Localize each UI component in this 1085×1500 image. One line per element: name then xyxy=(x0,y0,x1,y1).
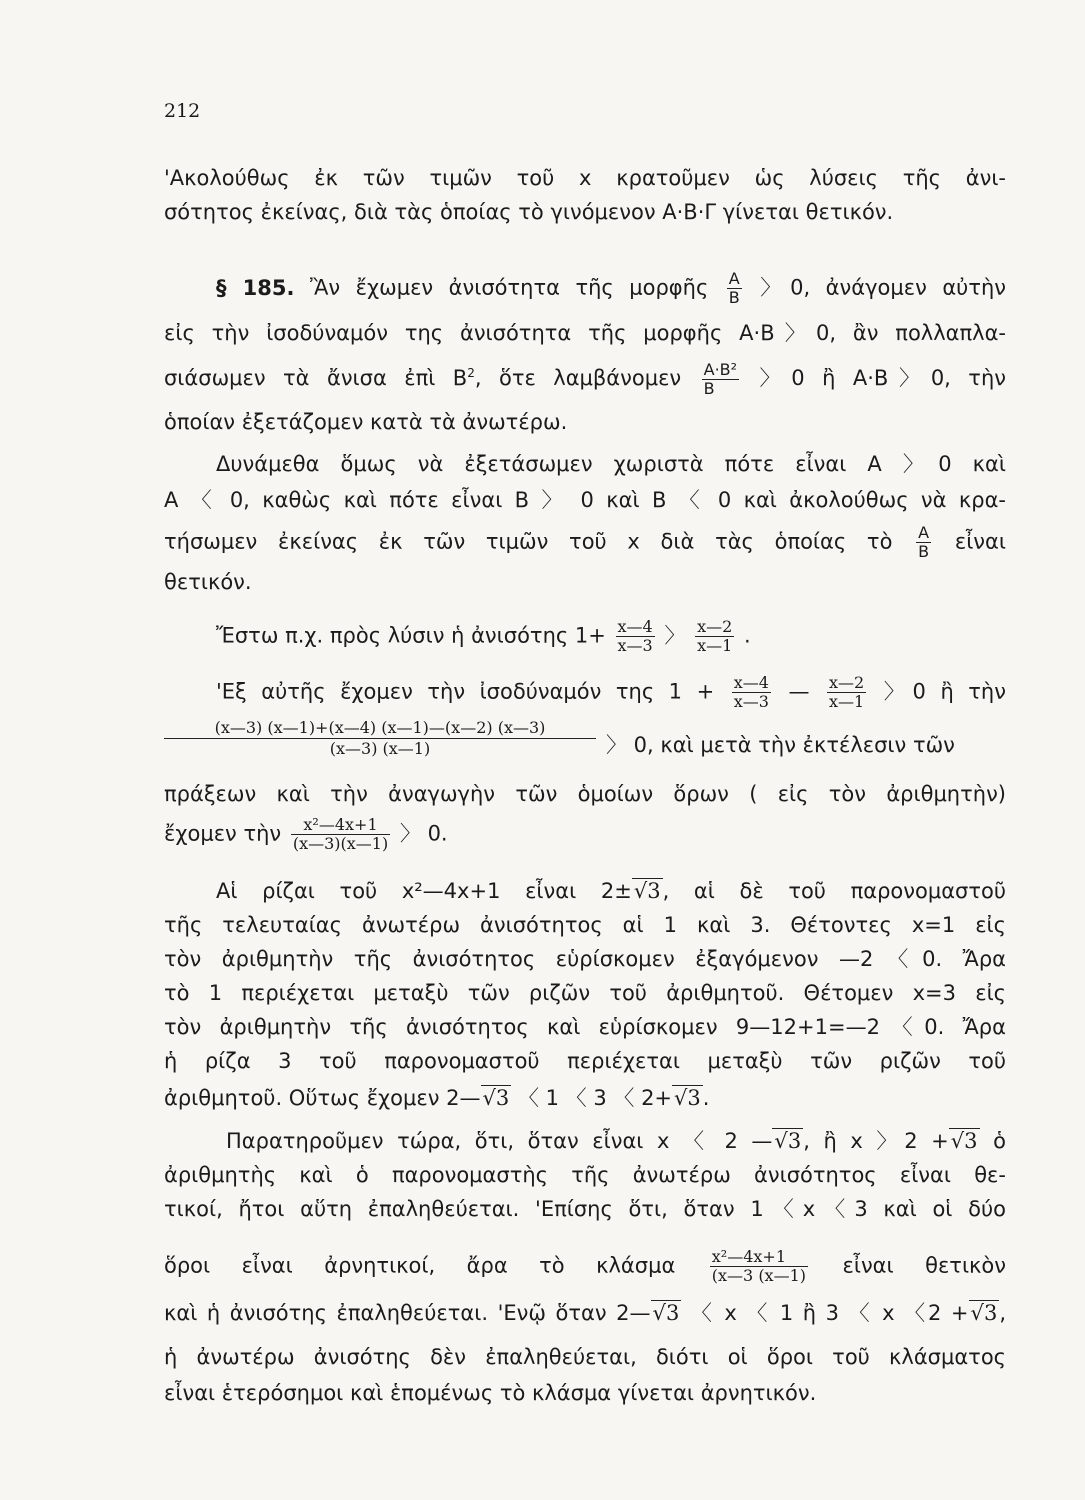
text-fragment: εἶναι xyxy=(954,529,1006,554)
denominator: (x—3 (x—1) xyxy=(711,1266,806,1285)
numerator: x—2 xyxy=(828,673,865,692)
text-fragment: σιάσωμεν τὰ ἄνισα ἐπὶ $B^2$, ὅτε λαμβάνομεν xyxy=(164,366,682,390)
text-fragment: , ἢ x 〉2 + xyxy=(803,1129,949,1153)
inequality-sign: 〉 xyxy=(664,623,686,648)
text-fragment: 〉 0. xyxy=(399,821,448,846)
denominator: x—3 xyxy=(733,692,769,711)
text-fragment: ἔχομεν τὴν xyxy=(164,821,282,846)
denominator: B xyxy=(703,378,715,398)
text-fragment: 〉0 ἢ Α·Β〉0, τὴν xyxy=(759,366,1006,390)
combined-fraction xyxy=(164,718,596,759)
text-line: εἰς τὴν ἰσοδύναμόν της ἀνισότητα τῆς μορφῆς Α·Β〉0, ἂν πολλαπλα- xyxy=(164,321,1006,345)
text-fragment: , αἱ δὲ τοῦ παρονομαστοῦ xyxy=(662,879,1006,903)
square-root-3: √3 xyxy=(482,1086,510,1110)
numerator: A xyxy=(727,270,742,289)
numerator: A·B² xyxy=(703,359,738,379)
minus-sign: — xyxy=(788,679,810,704)
fraction-quadratic-over-product xyxy=(710,1248,808,1285)
text-line: τῆς τελευταίας ἀνωτέρω ἀνισότητος αἱ 1 καὶ 3. Θέτοντες x=1 εἰς xyxy=(164,913,1006,937)
text-fragment: , xyxy=(999,1301,1006,1325)
text-fragment: Παρατηροῦμεν τώρα, ὅτι, ὅταν εἶναι x 〈 2 — xyxy=(226,1129,773,1153)
text-line: 〉 0, καὶ μετὰ τὴν ἐκτέλεσιν τῶν xyxy=(606,733,955,757)
denominator: B xyxy=(918,542,930,561)
equivalent-inequality-line xyxy=(216,674,1006,711)
text-line: 'Ακολούθως ἐκ τῶν τιμῶν τοῦ x κρατοῦμεν ὡς λύσεις τῆς ἀνι- xyxy=(164,166,1006,190)
text-line: ἡ ἀνωτέρω ἀνισότης δὲν ἐπαληθεύεται, διότι οἱ ὅροι τοῦ κλάσματος xyxy=(164,1345,1006,1369)
text-line-with-roots xyxy=(164,1298,1006,1328)
text-line: τικοί, ἤτοι αὕτη ἐπαληθεύεται. 'Επίσης ὅτι, ὅταν 1〈x〈3 καὶ οἱ δύο xyxy=(164,1197,1006,1221)
text-fragment: εἶναι θετικὸν xyxy=(842,1253,1006,1278)
page-number: 212 xyxy=(164,100,201,122)
square-root-3: √3 xyxy=(774,1129,802,1153)
text-fragment: 〉0, ἀνάγομεν αὐτὴν xyxy=(760,275,1006,300)
square-root-3: √3 xyxy=(652,1301,680,1325)
denominator: (x—3)(x—1) xyxy=(292,834,389,853)
square-root-3: √3 xyxy=(950,1129,978,1153)
text-line-with-roots xyxy=(164,1083,709,1113)
text-fragment: τήσωμεν ἐκείνας ἐκ τῶν τιμῶν τοῦ x διὰ τὰς ὁποίας τὸ xyxy=(164,529,893,554)
numerator: x²—4x+1 xyxy=(710,1248,808,1267)
text-line-with-fraction xyxy=(164,358,1006,398)
fraction-x4-over-x3 xyxy=(616,618,655,655)
text-line: εἶναι ἑτερόσημοι καὶ ἑπομένως τὸ κλάσμα γίνεται ἀρνητικόν. xyxy=(164,1381,817,1405)
numerator: x—4 xyxy=(617,617,653,636)
text-fragment: καὶ ἡ ἀνισότης ἐπαληθεύεται. 'Ενῷ ὅταν 2— xyxy=(164,1301,651,1325)
text-fragment: Ἔστω π.χ. πρὸς λύσιν ἡ ἀνισότης 1+ xyxy=(216,623,606,648)
numerator: x²—4x+1 xyxy=(291,816,390,835)
square-root-3: √3 xyxy=(674,1086,701,1110)
numerator: x—4 xyxy=(733,673,769,692)
section-185-heading-line xyxy=(164,270,1006,307)
denominator: (x—3) (x—1) xyxy=(329,739,431,758)
text-line-with-fraction xyxy=(164,1248,1006,1285)
fraction-x2-over-x1 xyxy=(827,674,866,711)
text-fragment: ὁ xyxy=(993,1129,1006,1153)
text-fragment: . xyxy=(744,623,751,648)
result-fraction-line xyxy=(164,816,448,853)
text-fragment: 'Εξ αὐτῆς ἔχομεν τὴν ἰσοδύναμόν της 1 + xyxy=(216,679,715,704)
numerator: (x—3) (x—1)+(x—4) (x—1)—(x—2) (x—3) xyxy=(164,718,596,739)
fraction-a-over-b xyxy=(727,270,742,307)
fraction-x4-over-x3 xyxy=(732,674,771,711)
denominator: x—1 xyxy=(697,636,733,655)
text-fragment: . xyxy=(702,1086,710,1110)
text-line: ὁποίαν ἐξετάζομεν κατὰ τὰ ἀνωτέρω. xyxy=(164,410,568,434)
denominator: x—1 xyxy=(828,692,865,711)
denominator: x—3 xyxy=(617,636,653,655)
text-line: τὸν ἀριθμητὴν τῆς ἀνισότητος καὶ εὑρίσκομεν 9—12+1=—2〈0. Ἄρα xyxy=(164,1015,1006,1039)
text-line: σότητος ἐκείνας, διὰ τὰς ὁποίας τὸ γινόμενον Α·Β·Γ γίνεται θετικόν. xyxy=(164,200,894,224)
text-line: Δυνάμεθα ὅμως νὰ ἐξετάσωμεν χωριστὰ πότε εἶναι Α 〉0 καὶ xyxy=(216,452,1006,476)
section-number: § 185. xyxy=(216,275,295,300)
example-inequality-line xyxy=(216,618,751,655)
text-fragment: ὅροι εἶναι ἀρνητικοί, ἄρα τὸ κλάσμα xyxy=(164,1253,676,1278)
text-line: ἀριθμητὴς καὶ ὁ παρονομαστὴς τῆς ἀνωτέρω ἀνισότητος εἶναι θε- xyxy=(164,1163,1006,1187)
text-line-with-fraction xyxy=(164,524,1006,561)
numerator: A xyxy=(916,524,931,543)
text-line: πράξεων καὶ τὴν ἀναγωγὴν τῶν ὁμοίων ὅρων ( εἰς τὸν ἀριθμητὴν) xyxy=(164,782,1006,806)
square-root-3: √3 xyxy=(970,1301,998,1325)
text-fragment: 〈 x 〈 1 ἢ 3 〈 x 〈2 + xyxy=(690,1301,969,1325)
text-line-with-root xyxy=(216,876,1006,906)
text-fragment: 〈 1 〈 3 〈 2+ xyxy=(517,1086,673,1110)
fraction-quadratic-over-product xyxy=(291,816,390,853)
text-line: τὸ 1 περιέχεται μεταξὺ τῶν ριζῶν τοῦ ἀριθμητοῦ. Θέτομεν x=3 εἰς xyxy=(164,981,1006,1005)
text-line: τὸν ἀριθμητὴν τῆς ἀνισότητος εὑρίσκομεν ἐξαγόμενον —2〈0. Ἄρα xyxy=(164,947,1006,971)
fraction-x2-over-x1 xyxy=(695,618,734,655)
text-fragment: ἀριθμητοῦ. Οὕτως ἔχομεν 2— xyxy=(164,1086,481,1110)
square-root-3: √3 xyxy=(633,879,661,903)
text-line-with-roots xyxy=(226,1126,1006,1156)
text-fragment: Ἂν ἔχωμεν ἀνισότητα τῆς μορφῆς xyxy=(309,275,709,300)
text-line: ἡ ρίζα 3 τοῦ παρονομαστοῦ περιέχεται μεταξὺ τῶν ριζῶν τοῦ xyxy=(164,1049,1006,1073)
denominator: B xyxy=(728,288,740,307)
fraction-a-over-b xyxy=(916,524,931,561)
text-line: Α 〈 0, καθὼς καὶ πότε εἶναι Β 〉 0 καὶ Β 〈 0 καὶ ἀκολούθως νὰ κρα- xyxy=(164,488,1006,512)
numerator: x—2 xyxy=(697,617,733,636)
text-line: θετικόν. xyxy=(164,570,252,594)
text-fragment: 〉0 ἢ τὴν xyxy=(883,679,1006,704)
text-fragment: Αἱ ρίζαι τοῦ x²—4x+1 εἶναι 2± xyxy=(216,879,632,903)
fraction-ab2-over-b xyxy=(702,361,739,398)
